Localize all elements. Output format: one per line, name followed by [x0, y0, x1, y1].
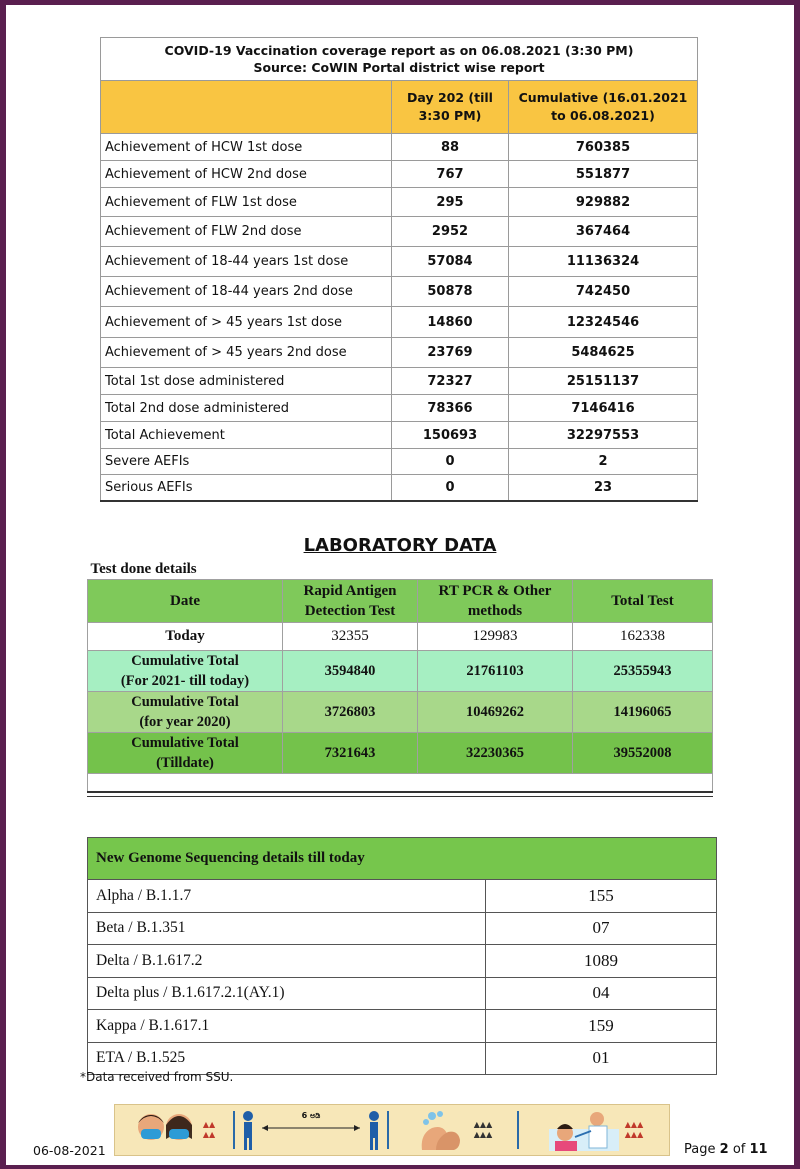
lab-header-date: Date: [88, 580, 283, 623]
vaccination-day-value: 14860: [392, 307, 509, 338]
page-of: of: [732, 1142, 746, 1157]
vaccination-row: [101, 307, 698, 338]
lab-row-cumulative-2020: [88, 692, 713, 733]
vaccination-cumulative-value: 742450: [509, 277, 698, 307]
lab-row-cumulative-2021: [88, 651, 713, 692]
vaccination-row: [101, 475, 698, 501]
vaccination-row: [101, 217, 698, 247]
vaccination-title-line1: COVID-19 Vaccination coverage report as on 06.08.2021 (3:30 PM): [164, 43, 634, 58]
genome-title: New Genome Sequencing details till today: [88, 838, 717, 880]
lab-header-total: Total Test: [573, 580, 713, 623]
lab-cell-rtpcr: 21761103: [418, 651, 573, 692]
genome-row: [88, 945, 717, 978]
handwash-icon: [414, 1108, 474, 1152]
vaccination-row: [101, 247, 698, 277]
vaccination-row-label: Achievement of HCW 2nd dose: [101, 161, 392, 188]
mask-people-icon: [133, 1109, 203, 1151]
footnote: *Data received from SSU.: [80, 1070, 234, 1084]
genome-variant: ETA / B.1.525: [88, 1042, 486, 1075]
vaccination-row-label: Achievement of 18-44 years 2nd dose: [101, 277, 392, 307]
vaccination-cumulative-value: 7146416: [509, 395, 698, 422]
vaccination-row: [101, 161, 698, 188]
vaccination-day-value: 150693: [392, 422, 509, 449]
vaccination-cumulative-value: 760385: [509, 134, 698, 161]
vaccination-cumulative-value: 12324546: [509, 307, 698, 338]
vaccination-row: [101, 338, 698, 368]
lab-cell-rat: 32355: [283, 623, 418, 651]
genome-row: [88, 912, 717, 945]
vaccination-cumulative-value: 25151137: [509, 368, 698, 395]
vaccination-day-value: 50878: [392, 277, 509, 307]
page-total: 11: [749, 1142, 768, 1157]
vaccination-title: [101, 38, 698, 81]
vaccination-day-value: 767: [392, 161, 509, 188]
laboratory-title: LABORATORY DATA: [303, 535, 497, 556]
genome-count: 155: [486, 880, 717, 913]
genome-count: 1089: [486, 945, 717, 978]
lab-cell-total: 25355943: [573, 651, 713, 692]
vaccination-day-value: 295: [392, 188, 509, 217]
vaccination-cumulative-value: 11136324: [509, 247, 698, 277]
vaccination-cumulative-value: 551877: [509, 161, 698, 188]
page-indicator: [684, 1142, 768, 1157]
header-day: Day 202 (till 3:30 PM): [392, 81, 509, 134]
vaccination-row-label: Achievement of FLW 2nd dose: [101, 217, 392, 247]
lab-row-label-line1: Cumulative Total: [131, 653, 239, 669]
vaccination-row: [101, 395, 698, 422]
vaccination-row: [101, 449, 698, 475]
genome-variant: Kappa / B.1.617.1: [88, 1010, 486, 1043]
vaccination-row-label: Total 1st dose administered: [101, 368, 392, 395]
vaccination-source-line: Source: CoWIN Portal district wise report: [253, 60, 545, 75]
genome-row: [88, 1010, 717, 1043]
vaccination-day-value: 23769: [392, 338, 509, 368]
vaccination-cumulative-value: 367464: [509, 217, 698, 247]
lab-row-label-line2: (for year 2020): [139, 714, 231, 730]
genome-row: [88, 880, 717, 913]
vaccination-segment: [519, 1105, 669, 1155]
vaccination-row: [101, 277, 698, 307]
vaccination-rows: [101, 134, 698, 501]
vaccination-day-value: 0: [392, 449, 509, 475]
vaccination-day-value: 2952: [392, 217, 509, 247]
lab-cell-total: 14196065: [573, 692, 713, 733]
vaccination-row-label: Severe AEFIs: [101, 449, 392, 475]
genome-rows: [88, 880, 717, 1075]
vaccination-cumulative-value: 2: [509, 449, 698, 475]
genome-variant: Delta / B.1.617.2: [88, 945, 486, 978]
laboratory-table: [87, 559, 713, 793]
vaccination-row-label: Total Achievement: [101, 422, 392, 449]
vaccination-row: [101, 188, 698, 217]
header-cumulative: Cumulative (16.01.2021 to 06.08.2021): [509, 81, 698, 134]
lab-row-label: [88, 651, 283, 692]
vaccination-row-label: Achievement of HCW 1st dose: [101, 134, 392, 161]
vaccination-row-label: Achievement of > 45 years 2nd dose: [101, 338, 392, 368]
vaccination-cumulative-value: 32297553: [509, 422, 698, 449]
page-number: 2: [719, 1142, 729, 1157]
genome-count: 159: [486, 1010, 717, 1043]
vaccination-day-value: 57084: [392, 247, 509, 277]
vaccination-row-label: Serious AEFIs: [101, 475, 392, 501]
lab-empty-row: [88, 774, 713, 793]
vaccination-day-value: 88: [392, 134, 509, 161]
vaccination-day-value: 72327: [392, 368, 509, 395]
lab-cell-rtpcr: 10469262: [418, 692, 573, 733]
lab-row-label: [88, 733, 283, 774]
awareness-banner: [114, 1104, 670, 1156]
genome-variant: Beta / B.1.351: [88, 912, 486, 945]
genome-variant: Delta plus / B.1.617.2.1(AY.1): [88, 977, 486, 1010]
distance-label: 6 ಅಡಿ: [301, 1111, 321, 1120]
genome-table: [87, 837, 717, 1075]
lab-row-today: [88, 623, 713, 651]
lab-bottom-rule: [87, 791, 713, 797]
genome-count: 01: [486, 1042, 717, 1075]
header-blank-cell: [101, 81, 392, 134]
genome-variant: Alpha / B.1.1.7: [88, 880, 486, 913]
lab-row-label: [88, 692, 283, 733]
vaccination-row-label: Total 2nd dose administered: [101, 395, 392, 422]
lab-cell-rat: 3594840: [283, 651, 418, 692]
lab-cell-rtpcr: 129983: [418, 623, 573, 651]
lab-cell-total: 39552008: [573, 733, 713, 774]
vaccination-table: [100, 37, 698, 502]
vaccination-cumulative-value: 5484625: [509, 338, 698, 368]
vaccination-row-label: Achievement of FLW 1st dose: [101, 188, 392, 217]
mask-caption-icon: ▲▲ ▲▲: [202, 1120, 216, 1139]
lab-row-label-line2: (Tilldate): [156, 755, 214, 771]
lab-row-label: Today: [88, 623, 283, 651]
handwash-segment: [389, 1105, 517, 1155]
genome-count: 07: [486, 912, 717, 945]
page-prefix: Page: [684, 1142, 716, 1157]
distance-segment: [235, 1105, 387, 1155]
lab-row-label-line1: Cumulative Total: [131, 735, 239, 751]
vaccination-day-value: 78366: [392, 395, 509, 422]
lab-cell-rat: 3726803: [283, 692, 418, 733]
lab-row-label-line1: Cumulative Total: [131, 694, 239, 710]
genome-count: 04: [486, 977, 717, 1010]
mask-segment: [115, 1105, 233, 1155]
vaccination-day-value: 0: [392, 475, 509, 501]
vaccination-cumulative-value: 23: [509, 475, 698, 501]
lab-cell-rtpcr: 32230365: [418, 733, 573, 774]
test-done-label: Test done details: [88, 559, 713, 580]
lab-header-rtpcr: RT PCR & Other methods: [418, 580, 573, 623]
footer-date: 06-08-2021: [33, 1143, 106, 1158]
vaccination-row-label: Achievement of 18-44 years 1st dose: [101, 247, 392, 277]
vaccination-cumulative-value: 929882: [509, 188, 698, 217]
lab-row-label-line2: (For 2021- till today): [120, 673, 250, 689]
vaccination-icon: [545, 1107, 625, 1153]
vaccination-caption-icon: ▲▲▲ ▲▲▲: [624, 1120, 644, 1139]
lab-cell-rat: 7321643: [283, 733, 418, 774]
lab-cell-total: 162338: [573, 623, 713, 651]
handwash-caption-icon: ▲▲▲ ▲▲▲: [473, 1120, 493, 1139]
vaccination-row: [101, 422, 698, 449]
vaccination-row: [101, 368, 698, 395]
lab-header-rat: Rapid Antigen Detection Test: [283, 580, 418, 623]
lab-row-cumulative-tilldate: [88, 733, 713, 774]
vaccination-row: [101, 134, 698, 161]
vaccination-row-label: Achievement of > 45 years 1st dose: [101, 307, 392, 338]
genome-row: [88, 977, 717, 1010]
